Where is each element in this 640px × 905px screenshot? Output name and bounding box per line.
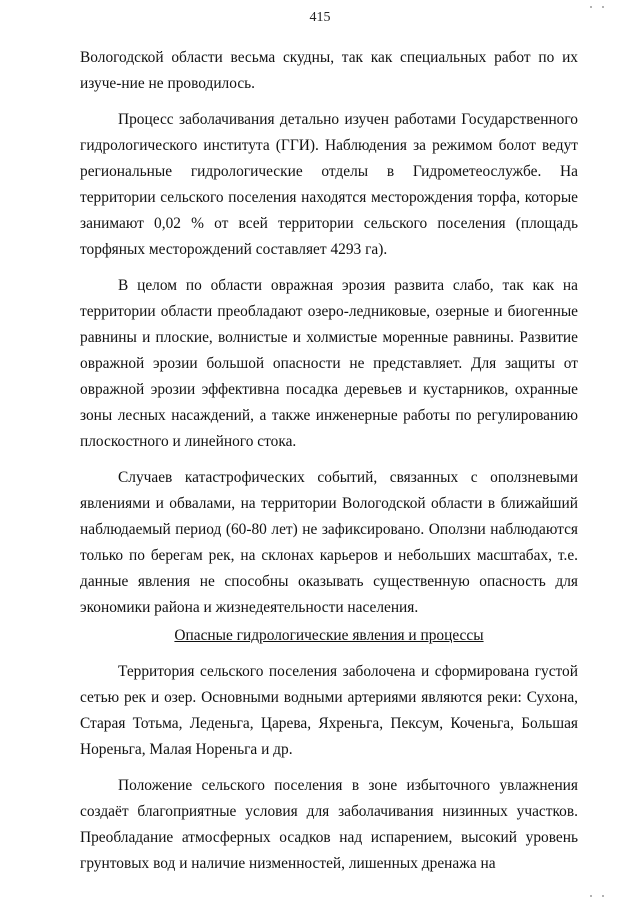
paragraph-continued: Вологодской области весьма скудны, так как специальных работ по их изуче-ние не проводилось. (80, 49, 578, 92)
scan-speck (590, 6, 592, 8)
scan-speck (602, 895, 604, 897)
paragraph-ravine-erosion: В целом по области овражная эрозия развита слабо, так как на территории области преобладают озеро-ледниковые, озерные и биогенные равнины и плоские, волнистые и холмистые моренные равнины. Развитие овражной эрозии большой опасности не представляет. Для защиты от овражной эрозии эффективна посадка деревьев и кустарников, охранные зоны лесных насаждений, а также инженерные работы по регулированию плоскостного и линейного стока. (80, 277, 578, 450)
paragraph-landslides: Случаев катастрофических событий, связанных с оползневыми явлениями и обвалами, на территории Вологодской области в ближайший наблюдаемый период (60-80 лет) не зафиксировано. Оползни наблюдаются только по берегам рек, на склонах карьеров и небольших масштабах, т.е. данные явления не способны оказывать существенную опасность для экономики района и жизнедеятельности населения. (80, 469, 578, 616)
scan-speck (602, 6, 604, 8)
paragraph-waterlogging: Положение сельского поселения в зоне избыточного увлажнения создаёт благоприятные условия для заболачивания низинных участков. Преобладание атмосферных осадков над испарением, высокий уровень грунтовых вод и наличие низменностей, лишенных дренажа на (80, 777, 578, 872)
scan-speck (590, 895, 592, 897)
paragraph-rivers: Территория сельского поселения заболочена и сформирована густой сетью рек и озер. Основными водными артериями являются реки: Сухона, Старая Тотьма, Леденьга, Царева, Яхреньга, Пексум, Коченьга, Большая Нореньга, Малая Нореньга и др. (80, 663, 578, 758)
document-body (80, 45, 578, 877)
paragraph-swamping: Процесс заболачивания детально изучен работами Государственного гидрологического института (ГГИ). Наблюдения за режимом болот ведут региональные гидрологические отделы в Гидрометеослужбе. На территории сельского поселения находятся месторождения торфа, которые занимают 0,02 % от всей территории сельского поселения (площадь торфяных месторождений составляет 4293 га). (80, 111, 578, 258)
page-number: 415 (309, 10, 331, 25)
section-heading: Опасные гидрологические явления и процессы (174, 627, 484, 644)
